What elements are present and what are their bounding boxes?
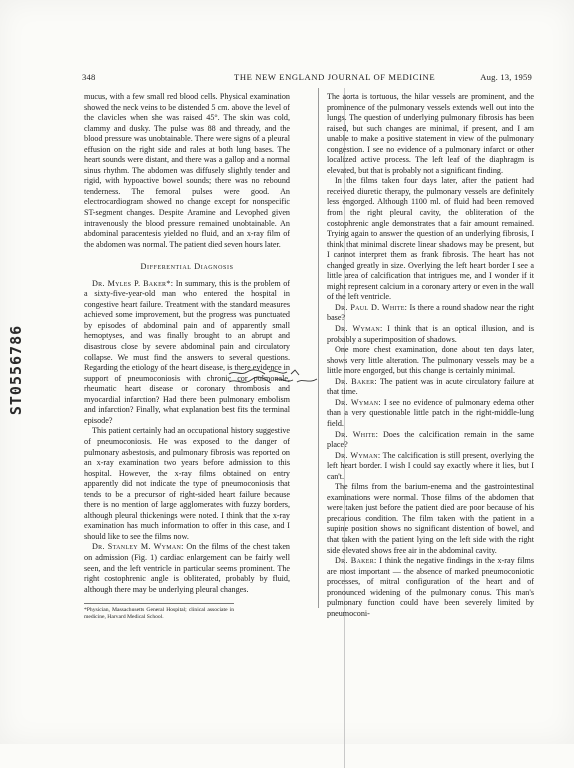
right-column (327, 92, 534, 619)
paragraph (327, 451, 534, 483)
left-column (84, 92, 290, 621)
handwritten-annotation (225, 366, 325, 390)
speaker-name: Dr. Wyman: (335, 324, 383, 334)
paragraph (327, 398, 534, 430)
speaker-name: Dr. Stanley M. Wyman: (92, 542, 184, 552)
archive-stamp (6, 300, 26, 440)
paragraph: This patient certainly had an occupational history suggestive of pneumoconiosis. He was exposed to the danger of pulmonary asbestosis, and pulmonary fibrosis was reported on an x-ray examination two years before admission to this hospital. However, the x-ray films obtained on entry apparently did not indicate the type of pneumoconiosis that tends to be a precursor of right-sided heart failure because there is no mention of large agglomerates with fuzzy borders, although pleural thickenings were noted. I think that the x-ray examination has much information to offer in this case, and I should like to see the films now. (84, 426, 290, 541)
paragraph-text: The calcification is still present, overlying the left heart border. I wish I could say exactly where it lies, but I can't. (327, 450, 535, 481)
paragraph-text: The patient was in acute circulatory failure at that time. (327, 376, 535, 397)
paragraph (327, 556, 534, 619)
paragraph: In the films taken four days later, after the patient had received diuretic therapy, the pulmonary vessels are definitely less engorged. Although 1100 ml. of fluid had been removed from the right pleural cavity, the obliteration of the costophrenic angle demonstrates that a fair amount remained. Trying again to answer the question of an underlying fibrosis, I think that minimal discrete linear shadows may be present, but I cannot interpret them as frank fibrosis. The heart has not changed greatly in size. Overlying the left heart border I see a little area of calcification that intrigues me, and I wonder if it might represent calcium in a coronary artery or even in the wall of the left ventricle. (327, 176, 534, 302)
speaker-name: Dr. Baker: (335, 556, 377, 566)
issue-date: Aug. 13, 1959 (480, 72, 532, 82)
paragraph (327, 377, 534, 398)
archive-stamp-text: ST0556786 (7, 324, 25, 416)
paragraph: mucus, with a few small red blood cells. Physical examination showed the neck veins to be distended 5 cm. above the level of the clavicles when she was raised 45°. The skin was cold, clammy and dusky. The pulse was 88 and thready, and the blood pressure was unobtainable. There were signs of a pleural effusion on the right side and rales at both lung bases. The heart sounds were distant, and there was a gallop and a normal sinus rhythm. The abdomen was diffusely slightly tender and rigid, with hypoactive bowel sounds; there was no rebound tenderness. The femoral pulses were good. An electrocardiogram showed no change except for nonspecific ST-segment changes. Despite Aramine and Levophed given intravenously the blood pressure remained unobtainable. An abdominal paracentesis yielded no fluid, and an x-ray film of the abdomen was normal. The patient died seven hours later. (84, 92, 290, 249)
paragraph (327, 303, 534, 324)
paragraph-text: In summary, this is the problem of a sixty-five-year-old man who entered the hospital in congestive heart failure. Treatment with the standard measures achieved some improvement, but the progress was punctuated by episodes of abdominal pain and of apparently small hemoptyses, and was finally brought to an abrupt and disastrous close by severe abdominal pain and circulatory collapse. We must find the answers to several questions. Regarding the etiology of the heart disease, is there evidence in support of pneumoconiosis with chronic cor pulmonale, rheumatic heart disease or coronary thrombosis and myocardial infarction? Had there been pulmonary embolism and infarction? Finally, what explanation best fits the terminal episode? (84, 278, 290, 425)
paragraph-text: Is there a round shadow near the right base? (327, 302, 534, 323)
speaker-name: Dr. Wyman: (335, 450, 381, 460)
footnote: *Physician, Massachusetts General Hospital; clinical associate in medicine, Harvard Medical School. (84, 603, 234, 621)
paragraph: One more chest examination, done about ten days later, shows very little alteration. The pulmonary vessels may be a little more engorged, but this change is certainly minimal. (327, 345, 534, 376)
paragraph-text: I think that is an optical illusion, and is probably a superimposition of shadows. (327, 324, 534, 344)
paragraph-text: I think the negative findings in the x-ray films are most important — the absence of marked pneumoconiotic processes, of mitral configuration of the heart and of pronounced widening of the pulmonary conus. This man's pulmonary function could have been severely limited by pneumoconi- (327, 556, 534, 618)
paragraph-text: I see no evidence of pulmonary edema other than a very questionable little patch in the right-middle-lung field. (327, 397, 534, 428)
paragraph (84, 279, 290, 427)
speaker-name: Dr. White: (335, 429, 379, 439)
journal-title: THE NEW ENGLAND JOURNAL OF MEDICINE (234, 72, 436, 82)
paragraph: The aorta is tortuous, the hilar vessels are prominent, and the prominence of the pulmonary vessels extends well out into the lungs. The question of underlying pulmonary fibrosis has been raised, but such changes are minimal, if present, and I am unable to make a positive statement in view of the pulmonary congestion. I see no evidence of a pulmonary infarct or other localized active process. The left leaf of the diaphragm is elevated, but that is probably not a significant finding. (327, 92, 534, 175)
column-divider (318, 88, 319, 608)
paragraph (84, 542, 290, 595)
paragraph (327, 430, 534, 451)
page-number: 348 (82, 72, 96, 82)
page-header (82, 72, 532, 86)
speaker-name: Dr. Myles P. Baker*: (92, 278, 174, 288)
section-title: Differential Diagnosis (140, 262, 234, 272)
speaker-name: Dr. Baker: (335, 376, 377, 386)
speaker-name: Dr. Wyman: (335, 397, 381, 407)
paragraph-text: Does the calcification remain in the same place? (327, 429, 534, 450)
paragraph: The films from the barium-enema and the gastrointestinal examinations were normal. Those films of the abdomen that were taken just before the patient died are poor because of his precarious condition. The film taken with the patient in a supine position shows no significant distention of bowel, and that taken with the patient lying on the left side with the right side elevated shows free air in the abdominal cavity. (327, 482, 534, 555)
paragraph-text: On the films of the chest taken on admission (Fig. 1) cardiac enlargement can be fairly well seen, and the left ventricle in particular seems prominent. The right costophrenic angle is obliterated, probably by fluid, although there may be underlying pleural changes. (84, 542, 290, 594)
paragraph (327, 324, 534, 345)
speaker-name: Dr. Paul D. White: (335, 302, 408, 312)
